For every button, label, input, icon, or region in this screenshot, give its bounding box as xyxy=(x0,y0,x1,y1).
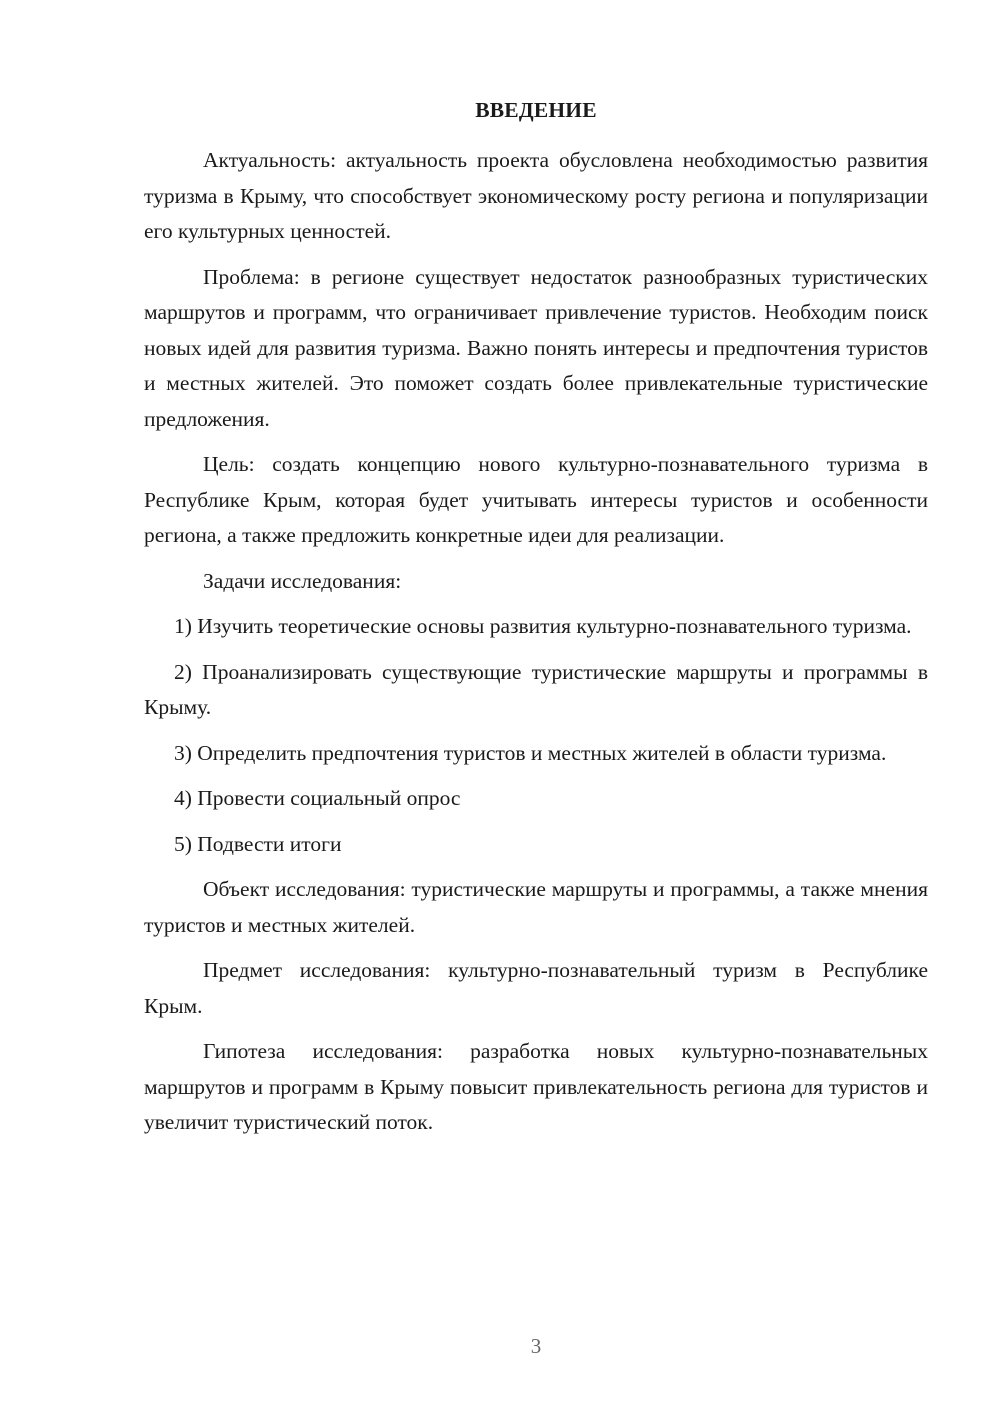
tasks-heading: Задачи исследования: xyxy=(203,568,402,593)
body-text xyxy=(144,143,928,1151)
goal-paragraph: Цель: создать концепцию нового культурно-познавательного туризма в Республике Крым, которая будет учитывать интересы туристов и особенности региона, а также предложить конкретные идеи для реализации. xyxy=(144,452,928,547)
task-item: 2) Проанализировать существующие туристические маршруты и программы в Крыму. xyxy=(144,659,928,719)
problem-paragraph: Проблема: в регионе существует недостаток разнообразных туристических маршрутов и программ, что ограничивает привлечение туристов. Необходим поиск новых идей для развития туризма. Важно понять интересы и предпочтения туристов и местных жителей. Это поможет создать более привлекательные туристические предложения. xyxy=(144,264,928,431)
task-item: 3) Определить предпочтения туристов и местных жителей в области туризма. xyxy=(174,740,887,765)
object-paragraph: Объект исследования: туристические маршруты и программы, а также мнения туристов и местных жителей. xyxy=(144,877,928,937)
task-item: 5) Подвести итоги xyxy=(174,831,342,856)
subject-paragraph: Предмет исследования: культурно-познавательный туризм в Республике Крым. xyxy=(144,958,928,1018)
relevance-paragraph: Актуальность: актуальность проекта обусловлена необходимостью развития туризма в Крыму, что способствует экономическому росту региона и популяризации его культурных ценностей. xyxy=(144,148,928,243)
task-item: 4) Провести социальный опрос xyxy=(174,786,461,810)
task-item: 1) Изучить теоретические основы развития культурно-познавательного туризма. xyxy=(174,614,912,638)
hypothesis-paragraph: Гипотеза исследования: разработка новых культурно-познавательных маршрутов и программ в Крыму повысит привлекательность региона для туристов и увеличит туристический поток. xyxy=(144,1039,928,1134)
page-number: 3 xyxy=(530,1334,542,1358)
section-title: ВВЕДЕНИЕ xyxy=(475,98,597,122)
document-page xyxy=(144,0,928,1414)
